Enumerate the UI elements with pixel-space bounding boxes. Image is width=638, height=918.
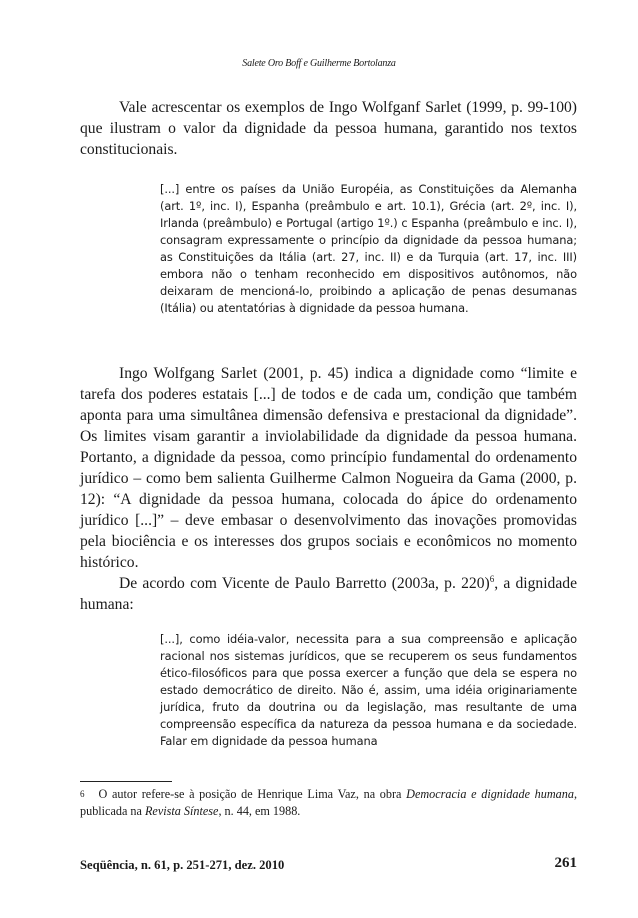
footnote: [80, 786, 577, 820]
footnote-text-3: , n. 44, em 1988.: [218, 804, 301, 818]
footnote-text-2: , publicada na: [80, 787, 577, 818]
paragraph-intro: Vale acrescentar os exemplos de Ingo Wolfganf Sarlet (1999, p. 99-100) que ilustram o valor da dignidade da pessoa humana, garantido nos textos constitucionais.: [80, 99, 577, 158]
footnote-divider: [80, 781, 172, 782]
footnote-work-title: Democracia e dignidade humana: [406, 787, 574, 801]
footnote-number: 6: [80, 789, 85, 799]
paragraph-barretto: [80, 573, 577, 615]
paragraph-barretto-text-1: De acordo com Vicente de Paulo Barretto (2003a, p. 220): [119, 575, 490, 592]
footnote-reference: 6: [489, 573, 495, 584]
block-quote-barretto: [...], como idéia-valor, necessita para a sua compreensão e aplicação racional nos sistemas jurídicos, que se recuperem os seus fundamentos ético-filosóficos para que possa exercer a função que dela se espera no estado democrático de direito. Não é, assim, uma idéia originariamente jurídica, fruto da doutrina ou da legislação, mas resultante de uma compreensão específica da natureza da pessoa humana e da sociedade. Falar em dignidade da pessoa humana: [160, 632, 577, 748]
paragraph-barretto-text-2: , a dignidade humana:: [80, 575, 577, 613]
running-head: Salete Oro Boff e Guilherme Bortolanza: [242, 58, 396, 69]
page-footer: [80, 855, 577, 873]
footnote-text-1: O autor refere-se à posição de Henrique Lima Vaz, na obra: [98, 787, 407, 801]
footnote-journal: Revista Síntese: [144, 804, 219, 818]
page-number: 261: [554, 855, 577, 871]
journal-citation: Seqüência, n. 61, p. 251-271, dez. 2010: [80, 858, 285, 872]
block-quote-sarlet: [...] entre os países da União Européia, as Constituições da Alemanha (art. 1º, inc. I), Espanha (preâmbulo e art. 10.1), Grécia (art. 2º, inc. I), Irlanda (preâmbulo) e Portugal (artigo 1º.) c Espanha (preâmbulo e inc. I), consagram expressamente o princípio da dignidade da pessoa humana; as Constituições da Itália (art. 27, inc. II) e da Turquia (art. 17, inc. III) embora não o tenham reconhecido em dispositivos autônomos, não deixaram de mencioná-lo, proibindo a aplicação de penas desumanas (Itália) ou atentatórias à dignidade da pessoa humana.: [160, 182, 577, 315]
paragraph-dignity-limits: Ingo Wolfgang Sarlet (2001, p. 45) indica a dignidade como “limite e tarefa dos poderes estatais [...] de todos e de cada um, condição que também aponta para uma simultânea dimensão defensiva e prestacional da dignidade”. Os limites visam garantir a inviolabilidade da dignidade da pessoa humana. Portanto, a dignidade da pessoa, como princípio fundamental do ordenamento jurídico – como bem salienta Guilherme Calmon Nogueira da Gama (2000, p. 12): “A dignidade da pessoa humana, colocada do ápice do ordenamento jurídico [...]” – deve embasar o desenvolvimento das inovações promovidas pela biociência e os interesses dos grupos sociais e econômicos no momento histórico.: [80, 365, 577, 571]
